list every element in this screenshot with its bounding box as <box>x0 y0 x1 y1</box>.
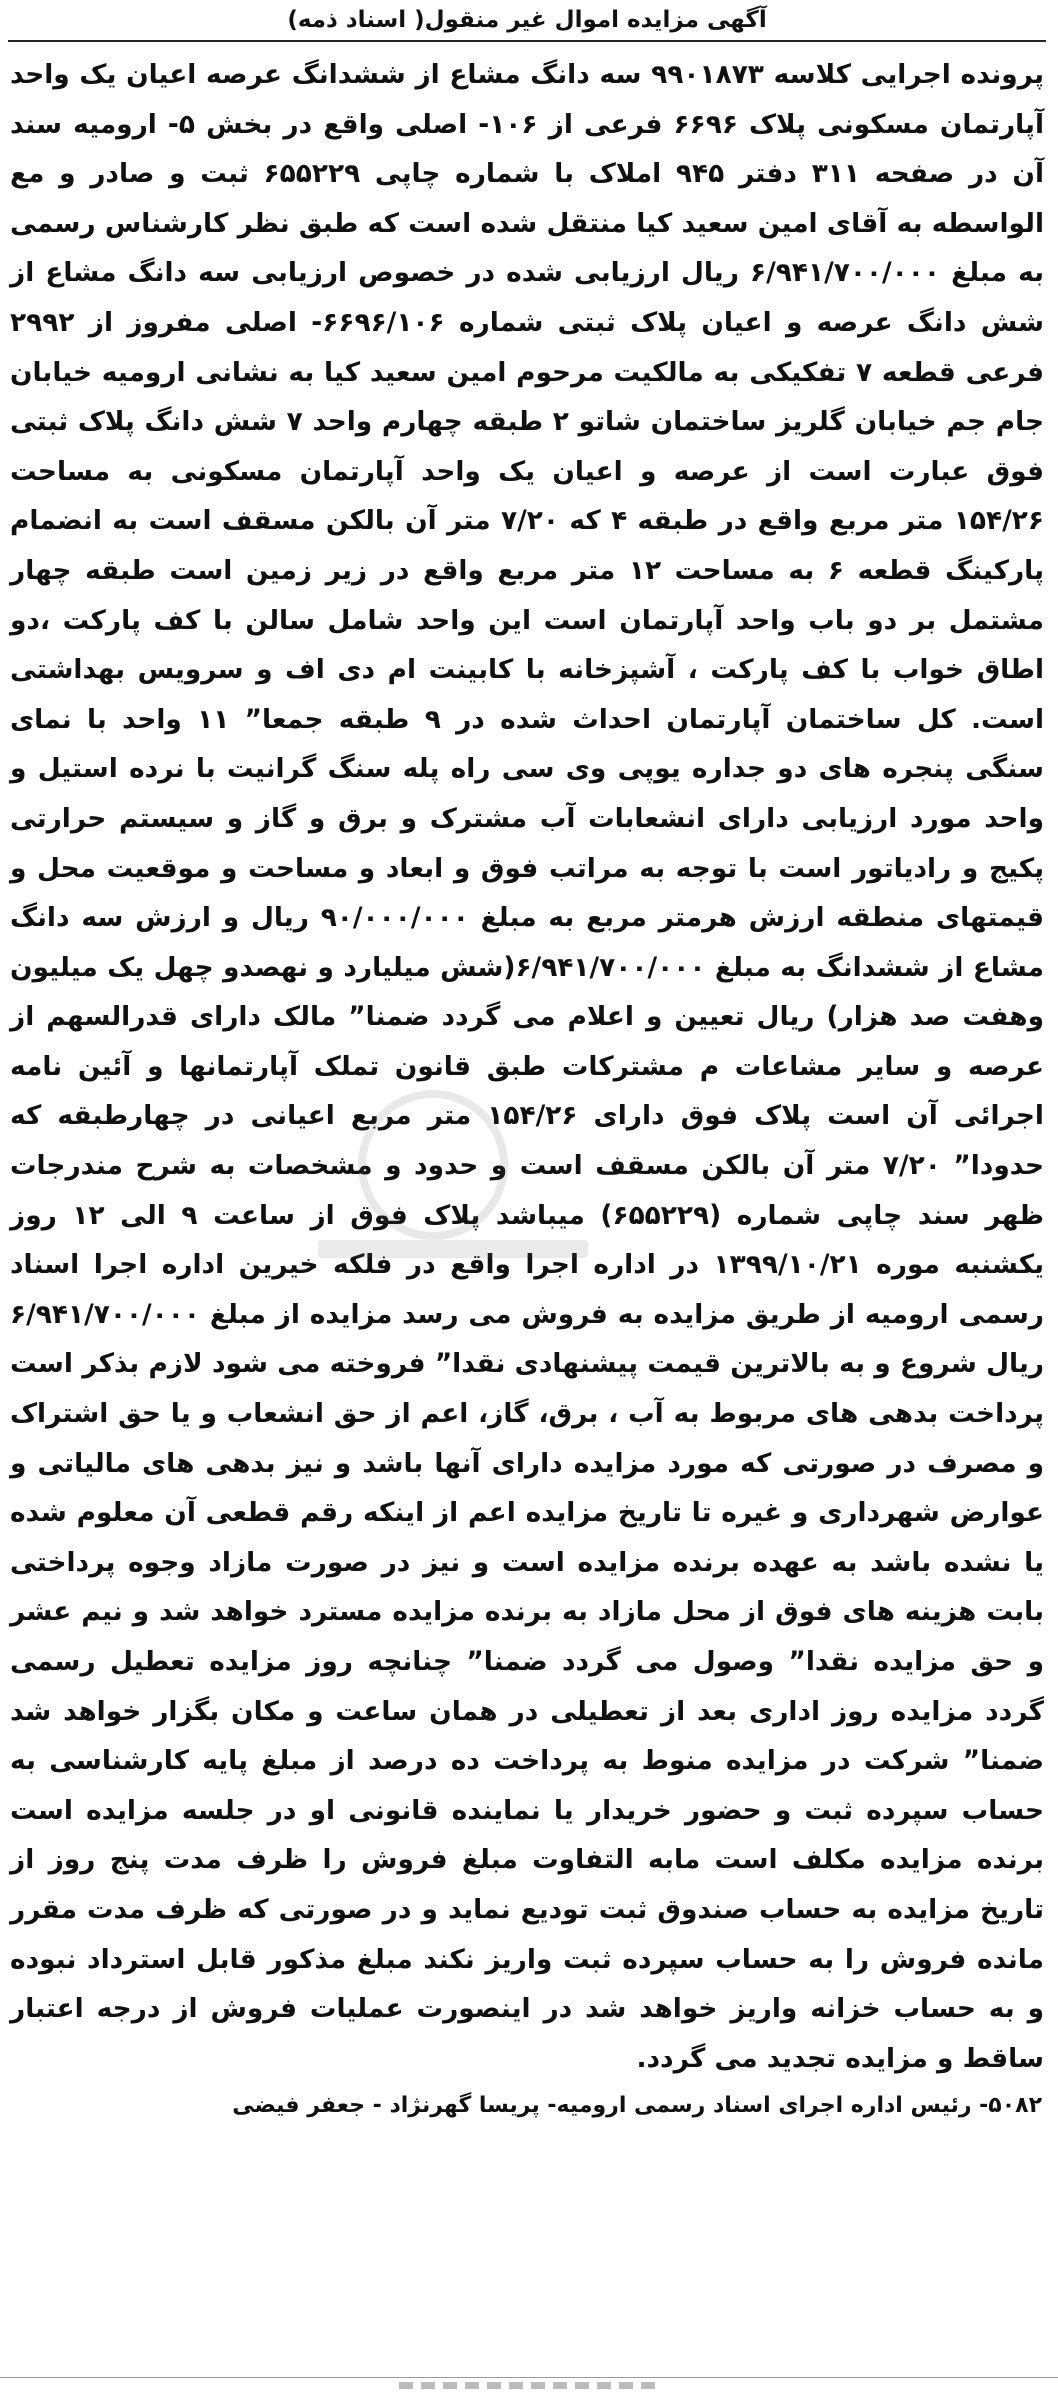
next-notice-cutoff <box>0 2377 1058 2394</box>
title-bar <box>8 0 1046 42</box>
notice-title: آگهی مزایده اموال غیر منقول( اسناد ذمه) <box>287 7 767 33</box>
notice-body: پرونده اجرایی کلاسه ۹۹۰۱۸۷۳ سه دانگ مشاع از ششدانگ عرصه اعیان یک واحد آپارتمان مسکونی پلاک ۶۶۹۶ فرعی از ۱۰۶- اصلی واقع در بخش ۵- ارومیه سند آن در صفحه ۳۱۱ دفتر ۹۴۵ املاک با شماره چاپی ۶۵۵۲۲۹ ثبت و صادر و مع الواسطه به آقای امین سعید کیا منتقل شده است که طبق نظر کارشناس رسمی به مبلغ ۶/۹۴۱/۷۰۰/۰۰۰ ریال ارزیابی شده در خصوص ارزیابی سه دانگ مشاع از شش دانگ عرصه و اعیان پلاک ثبتی شماره ۶۶۹۶/۱۰۶- اصلی مفروز از ۲۹۹۲ فرعی قطعه ۷ تفکیکی به مالکیت مرحوم امین سعید کیا به نشانی ارومیه خیابان جام جم خیابان گلریز ساختمان شاتو ۲ طبقه چهارم واحد ۷ شش دانگ پلاک ثبتی فوق عبارت است از عرصه و اعیان یک واحد آپارتمان مسکونی به مساحت ۱۵۴/۲۶ متر مربع واقع در طبقه ۴ که ۷/۲۰ متر آن بالکن مسقف است به انضمام پارکینگ قطعه ۶ به مساحت ۱۲ متر مربع واقع در زیر زمین است طبقه چهار مشتمل بر دو باب واحد آپارتمان است این واحد شامل سالن با کف پارکت ،دو اطاق خواب با کف پارکت ، آشپزخانه با کابینت ام دی اف و سرویس بهداشتی است. کل ساختمان آپارتمان احداث شده در ۹ طبقه جمعا” ۱۱ واحد با نمای سنگی پنجره های دو جداره یوپی وی سی راه پله سنگ گرانیت با نرده استیل و واحد مورد ارزیابی دارای انشعابات آب مشترک و برق و گاز و سیستم حرارتی پکیج و رادیاتور است با توجه به مراتب فوق و ابعاد و مساحت و موقعیت محل و قیمتهای منطقه ارزش هرمتر مربع به مبلغ ۹۰/۰۰۰/۰۰۰ ریال و ارزش سه دانگ مشاع از ششدانگ به مبلغ ۶/۹۴۱/۷۰۰/۰۰۰(شش میلیارد و نهصدو چهل یک میلیون وهفت صد هزار) ریال تعیین و اعلام می گردد ضمنا” مالک دارای قدرالسهم از عرصه و سایر مشاعات م مشترکات طبق قانون تملک آپارتمانها و آئین نامه اجرائی آن است پلاک فوق دارای ۱۵۴/۲۶ متر مربع اعیانی در چهارطبقه که حدودا” ۷/۲۰ متر آن بالکن مسقف است و حدود و مشخصات به شرح مندرجات ظهر سند چاپی شماره (۶۵۵۲۲۹) میباشد پلاک فوق از ساعت ۹ الی ۱۲ روز یکشنبه موره ۱۳۹۹/۱۰/۲۱ در اداره اجرا واقع در فلکه خیرین اداره اجرا اسناد رسمی ارومیه از طریق مزایده به فروش می رسد مزایده از مبلغ ۶/۹۴۱/۷۰۰/۰۰۰ ریال شروع و به بالاترین قیمت پیشنهادی نقدا” فروخته می شود لازم بذکر است پرداخت بدهی های مربوط به آب ، برق، گاز، اعم از حق انشعاب و یا حق اشتراک و مصرف در صورتی که مورد مزایده دارای آنها باشد و نیز بدهی های مالیاتی و عوارض شهرداری و غیره تا تاریخ مزایده اعم از اینکه رقم قطعی آن معلوم شده یا نشده باشد به عهده برنده مزایده است و نیز در صورت مازاد وجوه پرداختی بابت هزینه های فوق از محل مازاد به برنده مزایده مسترد خواهد شد و نیم عشر و حق مزایده نقدا” وصول می گردد ضمنا” چنانچه روز مزایده تعطیل رسمی گردد مزایده روز اداری بعد از تعطیلی در همان ساعت و مکان بگزار خواهد شد ضمنا” شرکت در مزایده منوط به پرداخت ده درصد از مبلغ پایه کارشناسی به حساب سپرده ثبت و حضور خریدار یا نماینده قانونی او در جلسه مزایده است برنده مزایده مکلف است مابه التفاوت مبلغ فروش را ظرف مدت پنج روز از تاریخ مزایده به حساب صندوق ثبت تودیع نماید و در صورتی که ظرف مدت مقرر مانده فروش را به حساب سپرده ثبت واریز نکند مبلغ مذکور قابل استرداد نبوده و به حساب خزانه واریز خواهد شد در اینصورت عملیات فروش از درجه اعتبار ساقط و مزایده تجدید می گردد. <box>10 59 1045 2074</box>
notice-signature: ۵۰۸۲- رئیس اداره اجرای اسناد رسمی ارومیه- پریسا گهرنژاد - جعفر فیضی <box>232 2093 1042 2119</box>
cutoff-text-fragment <box>399 2382 659 2389</box>
